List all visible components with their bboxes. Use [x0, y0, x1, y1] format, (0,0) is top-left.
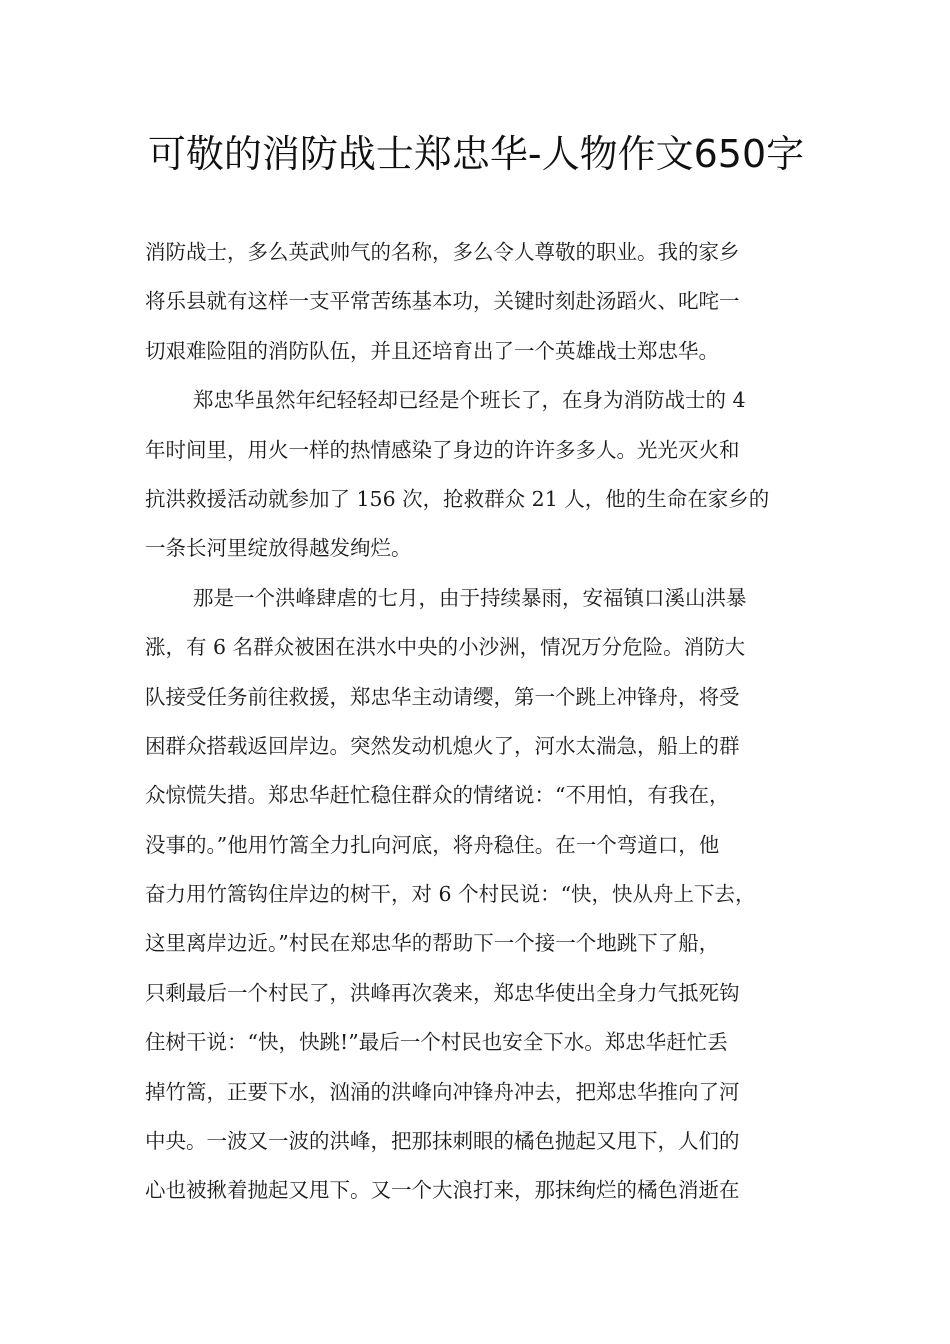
text-line: 年时间里，用火一样的热情感染了身边的许许多多人。光光灭火和	[145, 437, 740, 462]
text-line: 切艰难险阻的消防队伍，并且还培育出了一个英雄战士郑忠华。	[145, 338, 719, 363]
text-line: 只剩最后一个村民了，洪峰再次袭来，郑忠华使出全身力气抵死钩	[145, 980, 740, 1005]
text-line: 住树干说：“快，快跳!”最后一个村民也安全下水。郑忠华赶忙丢	[145, 1030, 728, 1055]
text-line: 困群众搭载返回岸边。突然发动机熄火了，河水太湍急，船上的群	[145, 733, 740, 758]
text-line: 队接受任务前往救援，郑忠华主动请缨，第一个跳上冲锋舟，将受	[145, 684, 740, 709]
text-line: 涨，有 6 名群众被困在洪水中央的小沙洲，情况万分危险。消防大	[145, 635, 746, 660]
text-line: 中央。一波又一波的洪峰，把那抹刺眼的橘色抛起又甩下，人们的	[145, 1129, 740, 1154]
essay-body	[145, 228, 813, 1216]
text-line: 奋力用竹篙钩住岸边的树干，对 6 个村民说：“快，快从舟上下去，	[145, 882, 756, 907]
text-line: 没事的。”他用竹篙全力扎向河底，将舟稳住。在一个弯道口，他	[145, 832, 720, 857]
text-line: 抗洪救援活动就参加了 156 次，抢救群众 21 人，他的生命在家乡的	[145, 486, 770, 511]
text-line: 众惊慌失措。郑忠华赶忙稳住群众的情绪说：“不用怕，有我在，	[145, 783, 730, 808]
page-title: 可敬的消防战士郑忠华-人物作文650字	[147, 132, 805, 176]
text-line: 将乐县就有这样一支平常苦练基本功，关键时刻赴汤蹈火、叱咤一	[145, 289, 740, 314]
text-line: 郑忠华虽然年纪轻轻却已经是个班长了，在身为消防战士的 4	[193, 388, 746, 413]
text-line: 一条长河里绽放得越发绚烂。	[145, 536, 412, 561]
text-line: 掉竹篙，正要下水，汹涌的洪峰向冲锋舟冲去，把郑忠华推向了河	[145, 1079, 740, 1104]
text-line: 那是一个洪峰肆虐的七月，由于持续暴雨，安福镇口溪山洪暴	[193, 585, 747, 610]
text-line: 这里离岸边近。”村民在郑忠华的帮助下一个接一个地跳下了船，	[145, 931, 720, 956]
text-line: 消防战士，多么英武帅气的名称，多么令人尊敬的职业。我的家乡	[145, 240, 740, 264]
text-line: 心也被揪着抛起又甩下。又一个大浪打来，那抹绚烂的橘色消逝在	[145, 1178, 740, 1203]
